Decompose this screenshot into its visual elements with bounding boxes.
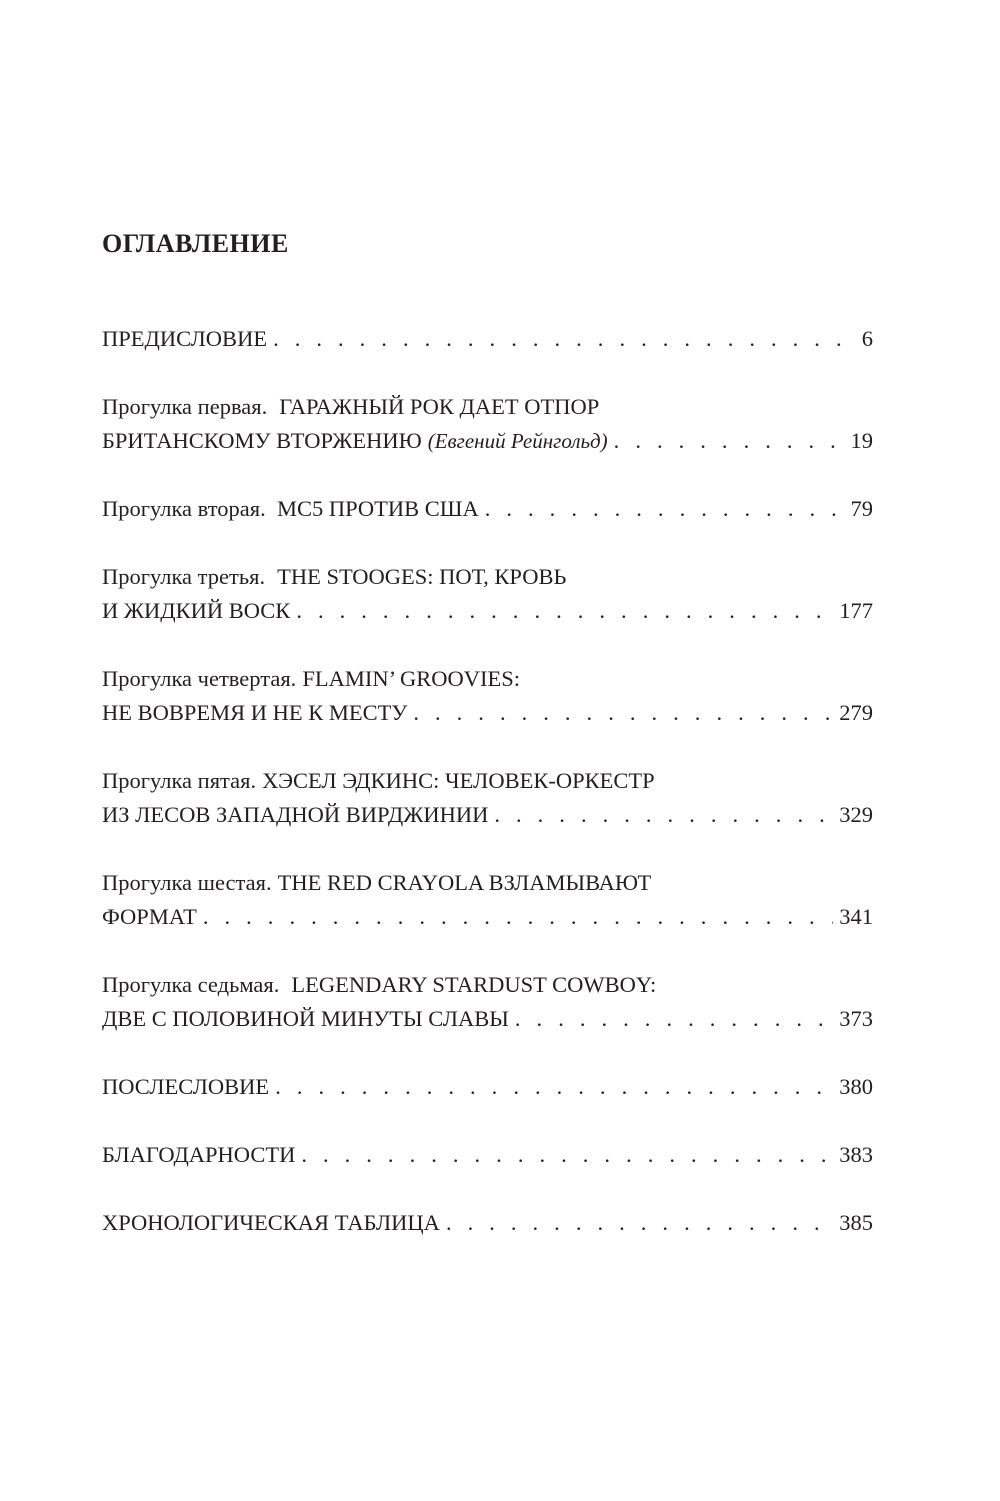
entry-prefix: Прогулка шестая. — [102, 870, 272, 895]
page-title: ОГЛАВЛЕНИЕ — [102, 229, 289, 258]
toc-line — [102, 1002, 873, 1036]
dot-leader — [515, 1002, 833, 1036]
toc-line — [102, 696, 873, 730]
page-number: 6 — [861, 326, 873, 351]
table-of-contents — [102, 226, 873, 1274]
entry-title: THE RED CRAYOLA ВЗЛАМЫВАЮТ — [277, 870, 652, 895]
entry-author: (Евгений Рейнгольд) — [427, 429, 608, 453]
entry-prefix: Прогулка пятая. — [102, 768, 257, 793]
dot-leader — [296, 594, 833, 628]
page-number: 79 — [850, 496, 873, 521]
entry-title: Прогулка вторая. MC5 ПРОТИВ США — [102, 496, 479, 521]
page-number: 373 — [839, 1006, 873, 1031]
entry-prefix: Прогулка седьмая. — [102, 972, 280, 997]
entry-title: БЛАГОДАРНОСТИ — [102, 1142, 296, 1167]
toc-line — [102, 900, 873, 934]
toc-entry[interactable] — [102, 1070, 873, 1104]
entry-title-continued: БРИТАНСКОМУ ВТОРЖЕНИЮ — [102, 428, 422, 453]
toc-line — [102, 798, 873, 832]
dot-leader — [446, 1206, 833, 1240]
toc-line — [102, 492, 873, 526]
dot-leader — [413, 696, 833, 730]
page-number: 19 — [850, 428, 873, 453]
toc-line — [102, 968, 873, 1002]
entry-title-continued: ДВЕ С ПОЛОВИНОЙ МИНУТЫ СЛАВЫ — [102, 1006, 509, 1031]
entry-title: LEGENDARY STARDUST COWBOY: — [291, 972, 657, 997]
entry-title-continued: ИЗ ЛЕСОВ ЗАПАДНОЙ ВИРДЖИНИИ — [102, 802, 489, 827]
toc-line — [102, 662, 873, 696]
entry-title: ХЭСЕЛ ЭДКИНС: ЧЕЛОВЕК-ОРКЕСТР — [262, 768, 655, 793]
entry-title: ПРЕДИСЛОВИЕ — [102, 326, 268, 351]
toc-line — [102, 322, 873, 356]
page-number: 383 — [839, 1142, 873, 1167]
page-number: 385 — [839, 1210, 873, 1235]
toc-entry[interactable] — [102, 322, 873, 356]
entry-prefix: Прогулка первая. — [102, 394, 268, 419]
entry-title: FLAMIN’ GROOVIES: — [302, 666, 521, 691]
toc-line — [102, 1138, 873, 1172]
entry-title-continued: И ЖИДКИЙ ВОСК — [102, 598, 291, 623]
page-number: 177 — [839, 598, 873, 623]
toc-entry[interactable] — [102, 1138, 873, 1172]
dot-leader — [494, 798, 833, 832]
dot-leader — [275, 1070, 833, 1104]
entry-prefix: Прогулка третья. — [102, 564, 266, 589]
toc-entry[interactable] — [102, 560, 873, 628]
page-number: 341 — [839, 904, 873, 929]
entry-title-continued: НЕ ВОВРЕМЯ И НЕ К МЕСТУ — [102, 700, 408, 725]
toc-line — [102, 764, 873, 798]
toc-entry[interactable] — [102, 1206, 873, 1240]
dot-leader — [614, 424, 845, 458]
toc-entry[interactable] — [102, 866, 873, 934]
toc-entry[interactable] — [102, 390, 873, 458]
toc-entry[interactable] — [102, 492, 873, 526]
toc-line — [102, 390, 873, 424]
entry-title: ПОСЛЕСЛОВИЕ — [102, 1074, 270, 1099]
dot-leader — [203, 900, 833, 934]
dot-leader — [485, 492, 845, 526]
page-number: 380 — [839, 1074, 873, 1099]
toc-line — [102, 1070, 873, 1104]
dot-leader — [273, 322, 856, 356]
toc-line — [102, 594, 873, 628]
entry-title: THE STOOGES: ПОТ, КРОВЬ — [277, 564, 567, 589]
dot-leader — [301, 1138, 833, 1172]
toc-entry[interactable] — [102, 968, 873, 1036]
entry-prefix: Прогулка четвертая. — [102, 666, 297, 691]
page-number: 279 — [839, 700, 873, 725]
entry-title: ГАРАЖНЫЙ РОК ДАЕТ ОТПОР — [279, 394, 600, 419]
toc-line — [102, 1206, 873, 1240]
toc-entry[interactable] — [102, 662, 873, 730]
toc-line — [102, 866, 873, 900]
toc-entry[interactable] — [102, 764, 873, 832]
entry-title: ХРОНОЛОГИЧЕСКАЯ ТАБЛИЦА — [102, 1210, 440, 1235]
page-number: 329 — [839, 802, 873, 827]
toc-line — [102, 424, 873, 458]
entry-title-continued: ФОРМАТ — [102, 904, 197, 929]
toc-line — [102, 560, 873, 594]
